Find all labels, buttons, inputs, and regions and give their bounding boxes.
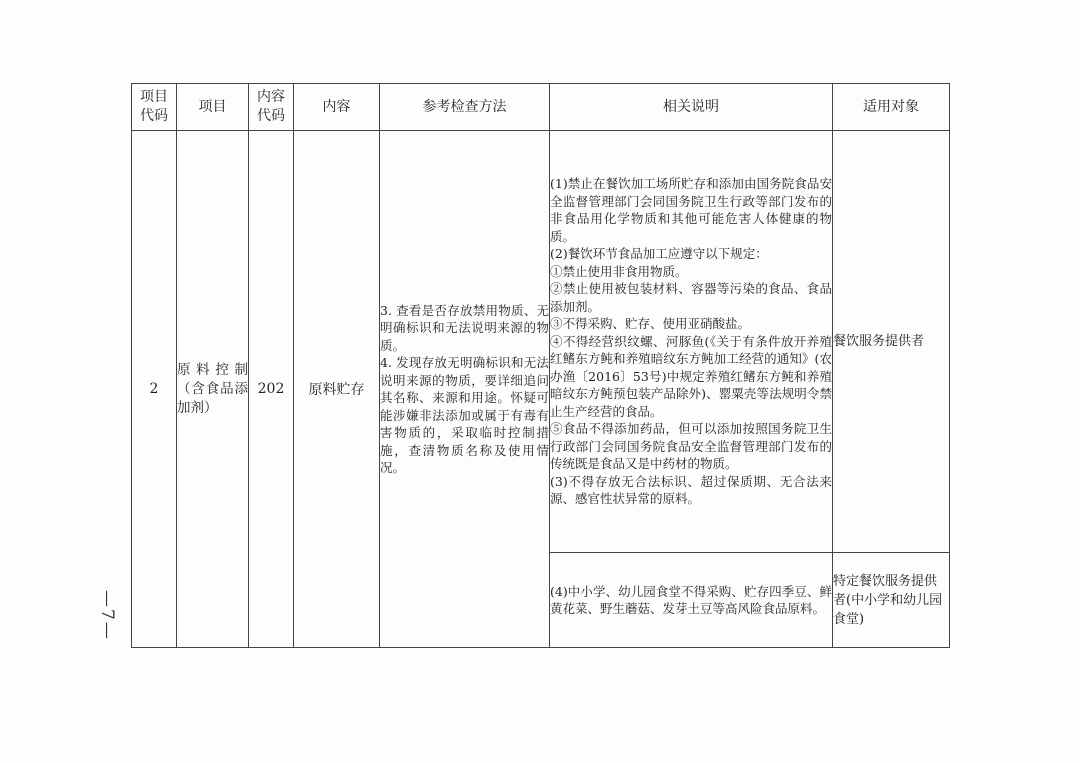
cell-content-code: 202 (249, 131, 294, 648)
note-item: ④不得经营织纹螺、河豚鱼(《关于有条件放开养殖红鳍东方鲀和养殖暗纹东方鲀加工经营的通知》(农办渔〔2016〕53号)中规定养殖红鳍东方鲀和养殖暗纹东方鲀预包装产品除外)、罂粟壳等法规明令禁止生产经营的食品。 (550, 333, 832, 419)
cell-method (380, 131, 550, 648)
method-item: 3. 查看是否存放禁用物质、无明确标识和无法说明来源的物质。 (380, 302, 549, 353)
note-item: ⑤食品不得添加药品，但可以添加按照国务院卫生行政部门会同国务院食品安全监督管理部门发布的传统既是食品又是中药材的物质。 (550, 421, 832, 472)
note-item: ③不得采购、贮存、使用亚硝酸盐。 (550, 316, 751, 332)
header-item-code: 项目 代码 (132, 84, 177, 131)
note-item: (2)餐饮环节食品加工应遵守以下规定： (550, 246, 768, 262)
cell-applies-to-2: 特定餐饮服务提供者(中小学和幼儿园食堂) (833, 553, 950, 648)
header-row (132, 84, 950, 131)
page-number: —7— (97, 589, 117, 641)
header-method: 参考检查方法 (380, 84, 550, 131)
note-item: ②禁止使用被包装材料、容器等污染的食品、食品添加剂。 (550, 281, 832, 314)
cell-item: 原料控制（含食品添加剂） (177, 131, 249, 648)
cell-notes (550, 131, 833, 553)
header-content: 内容 (294, 84, 380, 131)
table-row (132, 131, 950, 553)
cell-content: 原料贮存 (294, 131, 380, 648)
cell-applies-to: 餐饮服务提供者 (833, 131, 950, 553)
header-notes: 相关说明 (550, 84, 833, 131)
note-item: (3)不得存放无合法标识、超过保质期、无合法来源、感官性状异常的原料。 (550, 473, 832, 507)
header-item: 项目 (177, 84, 249, 131)
inspection-table (131, 83, 950, 648)
cell-notes-2: (4)中小学、幼儿园食堂不得采购、贮存四季豆、鲜黄花菜、野生蘑菇、发芽土豆等高风险食品原料。 (550, 553, 833, 648)
header-content-code: 内容 代码 (249, 84, 294, 131)
header-applies-to: 适用对象 (833, 84, 950, 131)
cell-item-code: 2 (132, 131, 177, 648)
note-item: ①禁止使用非食用物质。 (550, 263, 688, 279)
method-item: 4. 发现存放无明确标识和无法说明来源的物质，要详细追问其名称、来源和用途。怀疑可能涉嫌非法添加或属于有毒有害物质的，采取临时控制措施，查清物质名称及使用情况。 (380, 355, 549, 475)
note-item: (1)禁止在餐饮加工场所贮存和添加由国务院食品安全监督管理部门会同国务院卫生行政等部门发布的非食品用化学物质和其他可能危害人体健康的物质。 (550, 176, 832, 244)
